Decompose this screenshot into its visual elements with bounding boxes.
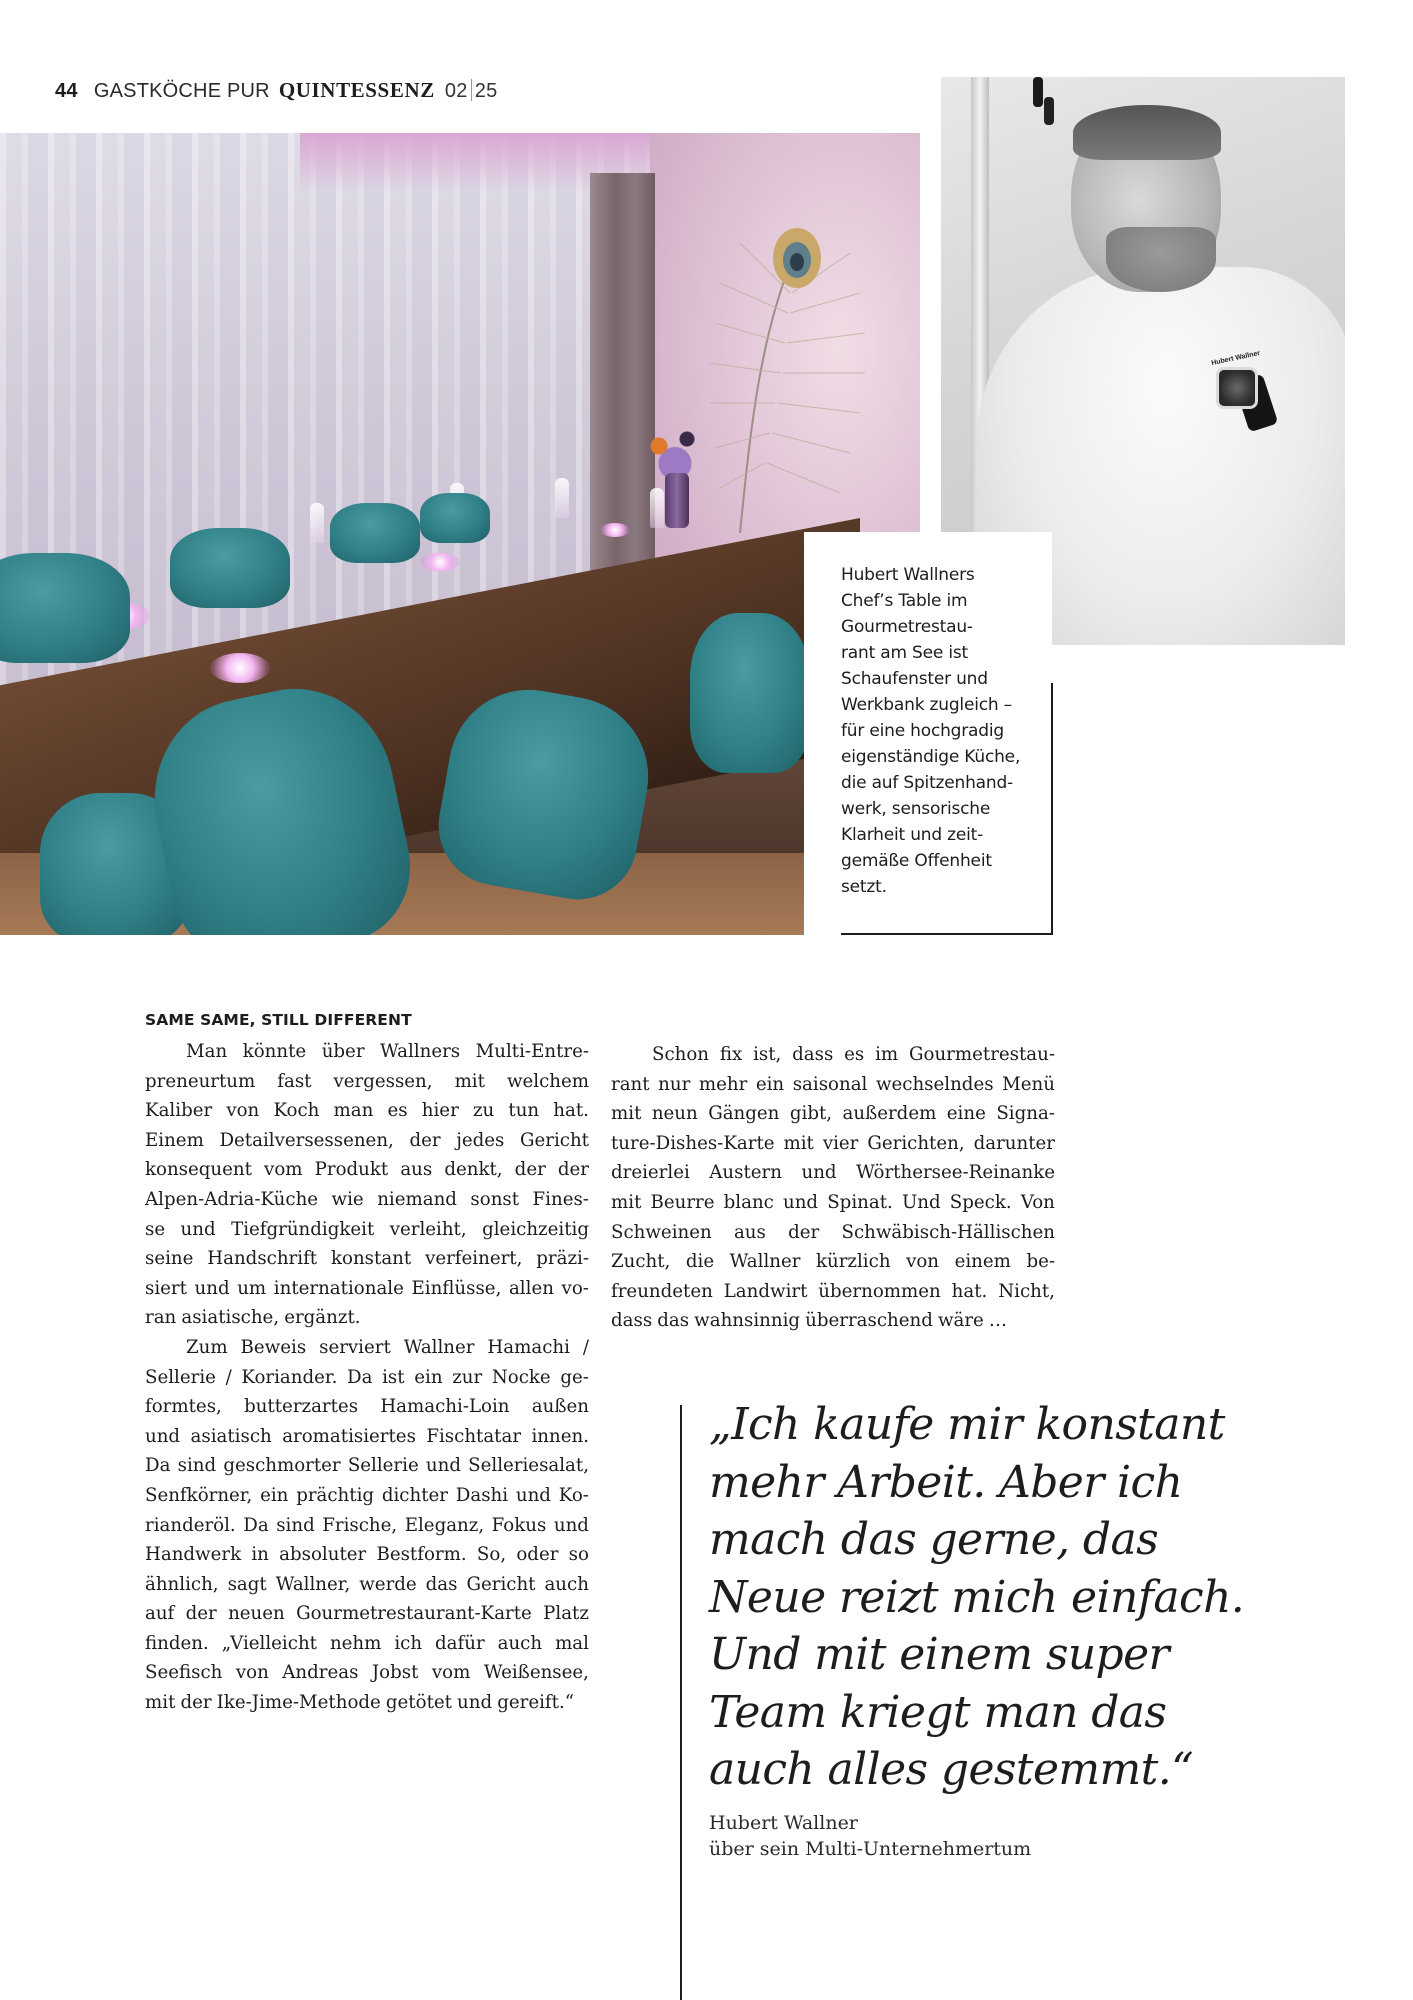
quote-context: über sein Multi-Unternehmertum [709,1838,1032,1860]
text-line: Sellerie / Koriander. Da ist ein zur Nocke ge- [145,1366,589,1388]
text-line: Senfkörner, ein prächtig dichter Dashi und Ko- [145,1484,589,1506]
caption-line: rant am See ist [841,643,968,663]
caption-line: Klarheit und zeit- [841,825,984,845]
issue-divider [471,79,472,101]
caption-line: gemäße Offenheit [841,851,992,871]
text-line: Da sind geschmorter Sellerie und Selleriesalat, [145,1455,589,1477]
text-line: Man könnte über Wallners Multi-Entre- [186,1041,589,1062]
text-line: preneurtum fast vergessen, mit welchem [145,1070,589,1092]
caption-border-bottom [841,933,1053,935]
caption-line: eigenständige Küche, [841,747,1021,767]
caption-line: Chef’s Table im [841,591,968,611]
wristwatch-icon [1216,367,1258,409]
quote-line: Und mit einem super [709,1629,1169,1680]
wine-glass [555,478,569,518]
text-line: ran asiatische, ergänzt. [145,1307,361,1329]
pull-quote [709,1396,1269,1799]
text-line: Seefisch von Andreas Jobst vom Weißensee, [145,1662,589,1684]
table-light [420,553,460,571]
chef-beard [1106,227,1216,292]
text-line: Kaliber von Koch man es hier zu tun hat. [145,1100,589,1122]
magazine-title: QUINTESSENZ [278,78,435,102]
caption-line: Schaufenster und [841,669,988,689]
text-line: Zucht, die Wallner kürzlich von einem be- [611,1251,1055,1273]
page-number: 44 [55,80,78,102]
caption-line: werk, sensorische [841,799,991,819]
caption-line: setzt. [841,877,887,897]
quote-attribution [709,1810,1209,1862]
section-title: GASTKÖCHE PUR [93,80,270,102]
caption-line: Werkbank zugleich – [841,695,1012,715]
quote-line: „Ich kaufe mir konstant [709,1399,1225,1450]
text-line: ähnlich, sagt Wallner, werde das Gericht auch [145,1573,589,1595]
quote-line: auch alles gestemmt.“ [709,1744,1194,1795]
text-line: Schon fix ist, dass es im Gourmetrestau- [652,1044,1055,1065]
text-line: Einem Detailversessenen, der jedes Gericht [145,1129,589,1151]
text-line: Zum Beweis serviert Wallner Hamachi / [186,1336,589,1358]
article-column-right [611,1040,1055,1336]
chair [170,528,290,608]
kitchen-lamp [1044,97,1054,125]
text-line: mit Beurre blanc und Spinat. Und Speck. Von [611,1191,1055,1213]
quote-line: mehr Arbeit. Aber ich [709,1456,1183,1508]
quote-rule [680,1405,682,2000]
issue-number [445,79,498,103]
text-line: Alpen-Adria-Küche wie niemand sonst Fines- [145,1188,589,1210]
caption-line: Hubert Wallners [841,565,975,585]
issue-year: 25 [474,80,498,102]
paragraph [145,1333,589,1718]
restaurant-photo [0,133,920,935]
text-line: ture-Dishes-Karte mit vier Gerichten, darunter [611,1132,1055,1154]
text-line: konsequent vom Produkt aus denkt, der der [145,1159,589,1181]
quote-author: Hubert Wallner [709,1812,858,1834]
table-light [600,523,630,537]
running-head [55,78,498,103]
caption-line: für eine hochgradig [841,721,1004,741]
kitchen-lamp [1033,77,1043,107]
table-light [210,653,270,683]
chair [0,553,130,663]
text-line: Schweinen aus der Schwäbisch-Hällischen [611,1221,1055,1243]
caption-line: die auf Spitzenhand- [841,773,1013,793]
quote-line: Team kriegt man das [709,1686,1167,1738]
text-line: siert und um internationale Einflüsse, allen vo- [145,1277,589,1299]
text-line: und asiatisch aromatisiertes Fischtatar innen. [145,1425,589,1447]
text-line: rianderöl. Da sind Frische, Eleganz, Fokus und [145,1514,589,1536]
text-line: freundeten Landwirt übernommen hat. Nicht, [611,1280,1055,1302]
section-subhead: SAME SAME, STILL DIFFERENT [145,1011,412,1029]
chair [330,503,420,563]
jacket-embroidery: Hubert Wallner [1210,349,1261,368]
issue-month: 02 [444,80,468,102]
text-line: formtes, butterzartes Hamachi-Loin außen [145,1396,589,1418]
caption-border-right [1051,683,1053,935]
caption-text [841,562,1046,900]
text-line: dass das wahnsinnig überraschend wäre … [611,1310,1008,1332]
chair [690,613,810,773]
chair [420,493,490,543]
text-line: mit der Ike-Jime-Methode getötet und gereift.“ [145,1692,575,1714]
text-line: se und Tiefgründigkeit verleiht, gleichzeitig [145,1218,589,1240]
text-line: Handwerk in absoluter Bestform. So, oder so [145,1544,589,1566]
wine-glass [650,488,664,528]
text-line: finden. „Vielleicht nehm ich dafür auch mal [145,1632,589,1654]
chef-hair [1073,105,1221,160]
quote-line: mach das gerne, das [709,1514,1159,1565]
wine-glass [310,503,324,543]
article-column-left [145,1010,589,1718]
vase [665,473,689,528]
text-line: mit neun Gängen gibt, außerdem eine Signa- [611,1103,1055,1125]
text-line: auf der neuen Gourmetrestaurant-Karte Platz [145,1603,589,1625]
caption-line: Gourmetrestau- [841,617,973,637]
text-line: dreierlei Austern und Wörthersee-Reinanke [611,1162,1055,1184]
quote-line: Neue reizt mich einfach. [709,1571,1245,1623]
paragraph [611,1040,1055,1336]
paragraph [145,1037,589,1333]
peacock-feather-icon [700,213,870,533]
text-line: seine Handschrift konstant verfeinert, präzi- [145,1248,589,1270]
text-line: rant nur mehr ein saisonal wechselndes Menü [611,1073,1055,1095]
photo-caption [804,532,1052,935]
